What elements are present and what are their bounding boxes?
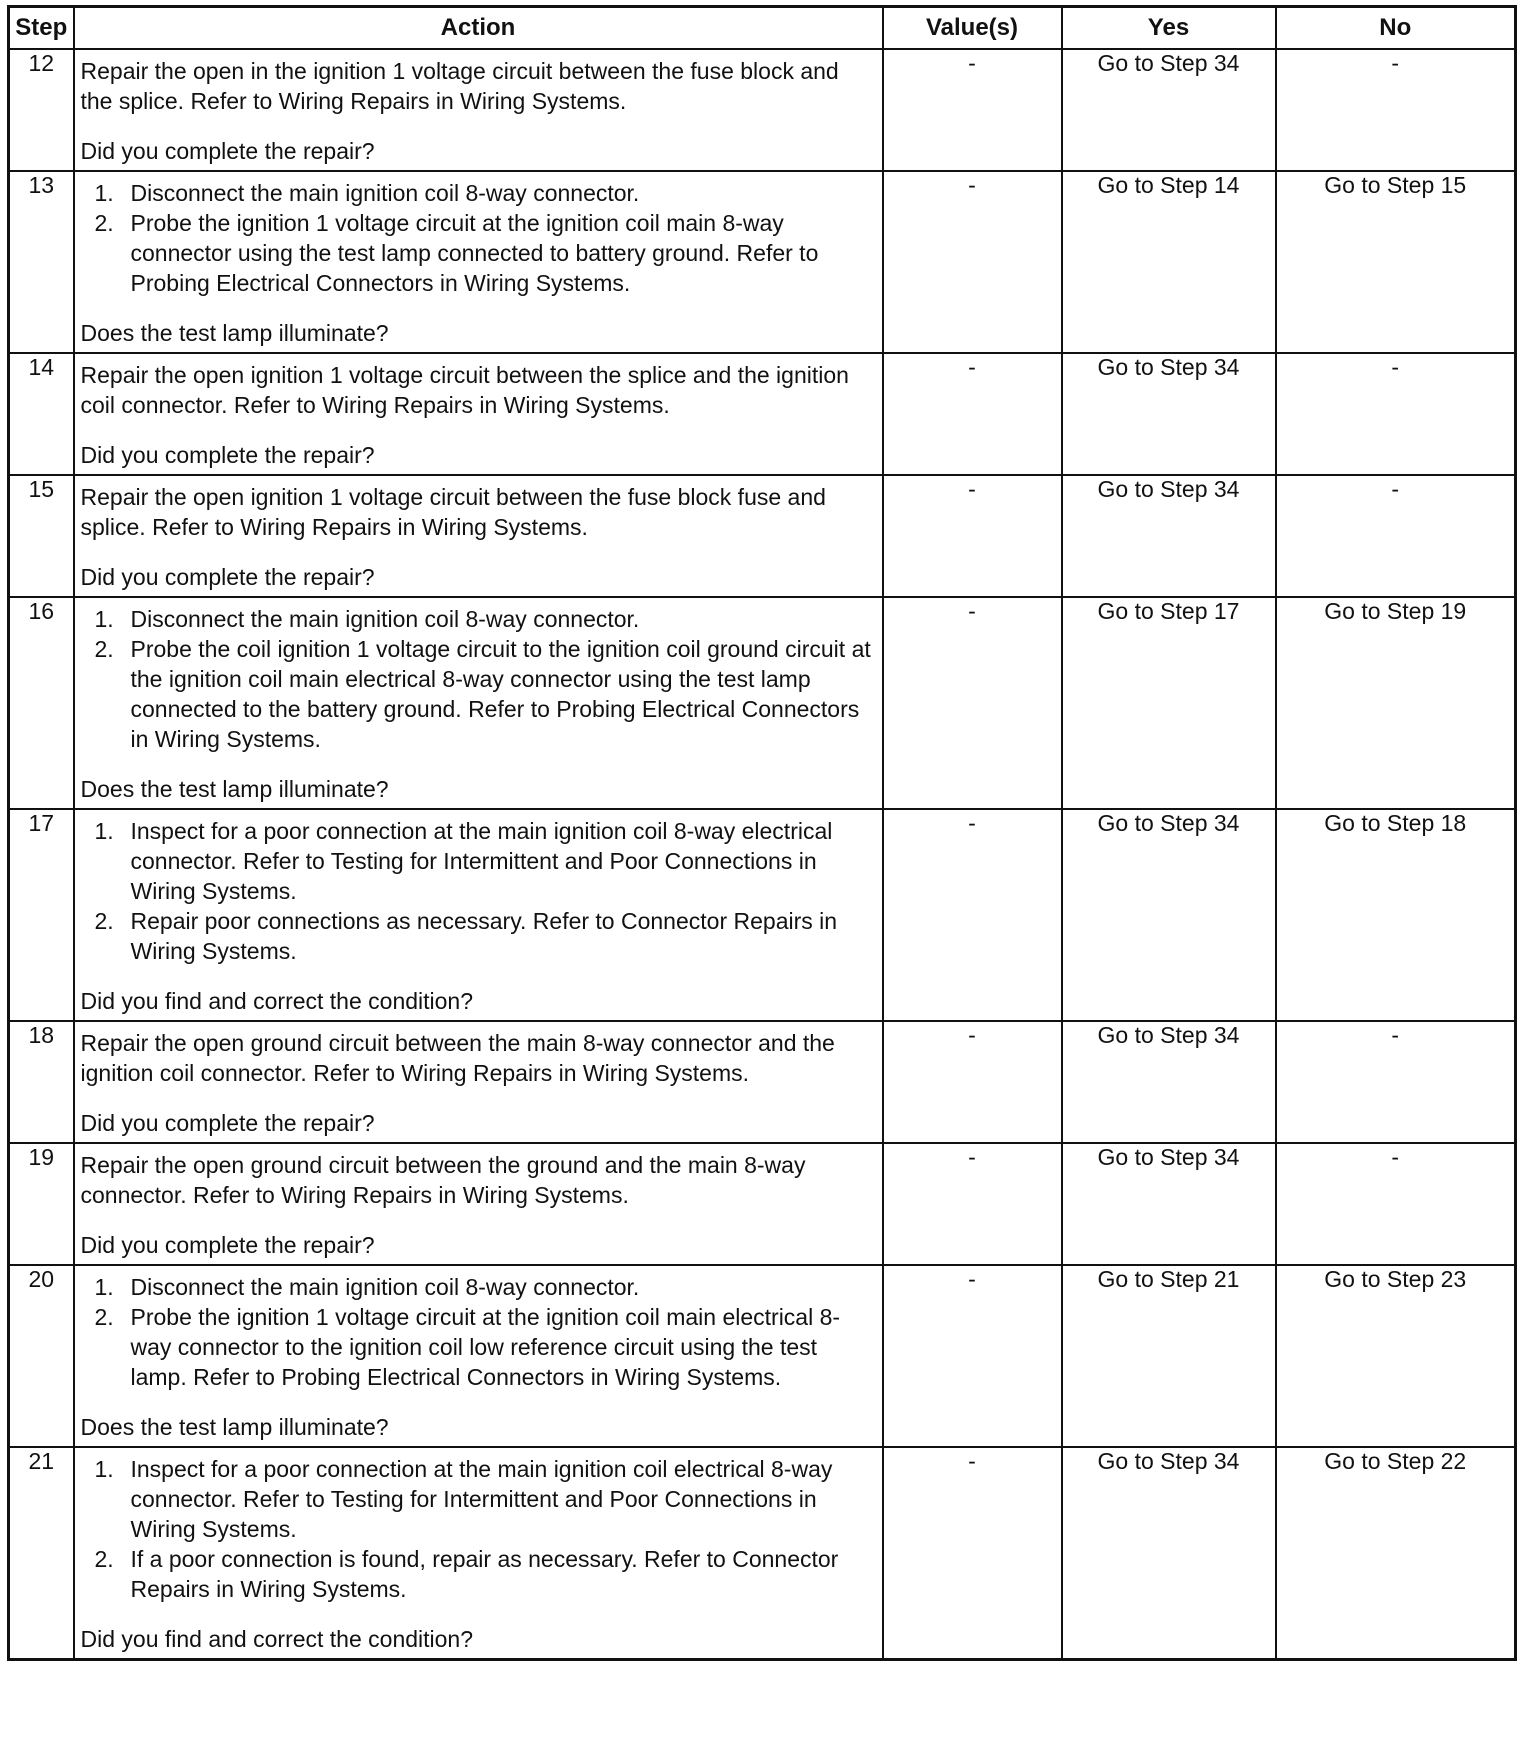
header-action: Action (74, 7, 883, 50)
step-number: 19 (9, 1143, 74, 1265)
yes-cell: Go to Step 34 (1062, 1143, 1276, 1265)
action-question: Does the test lamp illuminate? (80, 776, 389, 802)
yes-cell: Go to Step 21 (1062, 1265, 1276, 1447)
no-cell: Go to Step 15 (1276, 171, 1516, 353)
action-instruction: Repair the open ignition 1 voltage circuit between the splice and the ignition coil connector. Refer to Wiring Repairs in Wiring Systems. (80, 362, 849, 418)
action-cell (74, 1265, 883, 1447)
step-number: 13 (9, 171, 74, 353)
table-row (9, 1447, 1516, 1660)
action-step-item: 2. Repair poor connections as necessary. Refer to Connector Repairs in Wiring Systems. (94, 908, 838, 964)
yes-cell: Go to Step 34 (1062, 809, 1276, 1021)
action-step-item: 1. Disconnect the main ignition coil 8-way connector. (94, 606, 640, 632)
step-number: 20 (9, 1265, 74, 1447)
action-question: Did you complete the repair? (80, 1110, 375, 1136)
value-cell: - (883, 1143, 1062, 1265)
action-question: Does the test lamp illuminate? (80, 320, 389, 346)
action-step-item: 1. Disconnect the main ignition coil 8-way connector. (94, 180, 640, 206)
action-cell (74, 597, 883, 809)
action-question: Did you complete the repair? (80, 564, 375, 590)
table-row (9, 1021, 1516, 1143)
no-cell: Go to Step 19 (1276, 597, 1516, 809)
action-cell (74, 475, 883, 597)
no-cell: - (1276, 475, 1516, 597)
yes-cell: Go to Step 34 (1062, 49, 1276, 171)
action-steps-list (81, 604, 876, 754)
action-cell (74, 49, 883, 171)
header-no: No (1276, 7, 1516, 50)
value-cell: - (883, 475, 1062, 597)
value-cell: - (883, 353, 1062, 475)
action-question: Did you complete the repair? (80, 138, 375, 164)
value-cell: - (883, 597, 1062, 809)
yes-cell: Go to Step 17 (1062, 597, 1276, 809)
diagnostic-table (7, 5, 1517, 1661)
table-row (9, 809, 1516, 1021)
value-cell: - (883, 171, 1062, 353)
action-question: Did you find and correct the condition? (80, 1626, 474, 1652)
action-instruction: Repair the open ignition 1 voltage circuit between the fuse block fuse and splice. Refer to Wiring Repairs in Wiring Systems. (80, 484, 826, 540)
action-question: Did you complete the repair? (80, 442, 375, 468)
step-number: 21 (9, 1447, 74, 1660)
step-number: 15 (9, 475, 74, 597)
step-number: 17 (9, 809, 74, 1021)
action-cell (74, 1447, 883, 1660)
no-cell: Go to Step 23 (1276, 1265, 1516, 1447)
action-steps-list (81, 1272, 876, 1392)
header-step: Step (9, 7, 74, 50)
step-number: 12 (9, 49, 74, 171)
action-steps-list (81, 816, 876, 966)
diagnostic-table-sheet (7, 5, 1514, 1661)
action-step-item: 2. Probe the ignition 1 voltage circuit at the ignition coil main 8-way connector using the test lamp connected to battery ground. Refer to Probing Electrical Connectors in Wiring Systems. (94, 210, 819, 296)
action-step-item: 2. Probe the coil ignition 1 voltage circuit to the ignition coil ground circuit at the ignition coil main electrical 8-way connector using the test lamp connected to the battery ground. Refer to Probing Electrical Connectors in Wiring Systems. (94, 636, 871, 752)
action-step-item: 1. Inspect for a poor connection at the main ignition coil electrical 8-way connector. Refer to Testing for Intermittent and Poor Connections in Wiring Systems. (94, 1456, 833, 1542)
action-cell (74, 353, 883, 475)
header-yes: Yes (1062, 7, 1276, 50)
action-cell (74, 809, 883, 1021)
action-steps-list (81, 1454, 876, 1604)
action-step-item: 1. Inspect for a poor connection at the main ignition coil 8-way electrical connector. Refer to Testing for Intermittent and Poor Connections in Wiring Systems. (94, 818, 833, 904)
no-cell: - (1276, 1021, 1516, 1143)
header-values: Value(s) (883, 7, 1062, 50)
action-question: Does the test lamp illuminate? (80, 1414, 389, 1440)
yes-cell: Go to Step 34 (1062, 1021, 1276, 1143)
action-question: Did you complete the repair? (80, 1232, 375, 1258)
value-cell: - (883, 809, 1062, 1021)
action-cell (74, 171, 883, 353)
step-number: 16 (9, 597, 74, 809)
value-cell: - (883, 49, 1062, 171)
table-row (9, 475, 1516, 597)
table-row (9, 171, 1516, 353)
no-cell: - (1276, 353, 1516, 475)
yes-cell: Go to Step 14 (1062, 171, 1276, 353)
no-cell: Go to Step 18 (1276, 809, 1516, 1021)
table-row (9, 1265, 1516, 1447)
no-cell: - (1276, 1143, 1516, 1265)
action-cell (74, 1021, 883, 1143)
step-number: 18 (9, 1021, 74, 1143)
yes-cell: Go to Step 34 (1062, 475, 1276, 597)
action-instruction: Repair the open ground circuit between the ground and the main 8-way connector. Refer to Wiring Repairs in Wiring Systems. (80, 1152, 806, 1208)
value-cell: - (883, 1447, 1062, 1660)
action-step-item: 2. Probe the ignition 1 voltage circuit at the ignition coil main electrical 8-way connector to the ignition coil low reference circuit using the test lamp. Refer to Probing Electrical Connectors in Wiring Systems. (94, 1304, 841, 1390)
no-cell: - (1276, 49, 1516, 171)
table-row (9, 1143, 1516, 1265)
step-number: 14 (9, 353, 74, 475)
yes-cell: Go to Step 34 (1062, 353, 1276, 475)
action-step-item: 2. If a poor connection is found, repair as necessary. Refer to Connector Repairs in Wiring Systems. (94, 1546, 839, 1602)
yes-cell: Go to Step 34 (1062, 1447, 1276, 1660)
action-instruction: Repair the open in the ignition 1 voltage circuit between the fuse block and the splice. Refer to Wiring Repairs in Wiring Systems. (80, 58, 839, 114)
value-cell: - (883, 1265, 1062, 1447)
action-cell (74, 1143, 883, 1265)
table-row (9, 353, 1516, 475)
action-question: Did you find and correct the condition? (80, 988, 474, 1014)
action-steps-list (81, 178, 876, 298)
action-instruction: Repair the open ground circuit between the main 8-way connector and the ignition coil connector. Refer to Wiring Repairs in Wiring Systems. (80, 1030, 835, 1086)
header-row (9, 7, 1516, 50)
action-step-item: 1. Disconnect the main ignition coil 8-way connector. (94, 1274, 640, 1300)
table-row (9, 597, 1516, 809)
no-cell: Go to Step 22 (1276, 1447, 1516, 1660)
table-row (9, 49, 1516, 171)
value-cell: - (883, 1021, 1062, 1143)
